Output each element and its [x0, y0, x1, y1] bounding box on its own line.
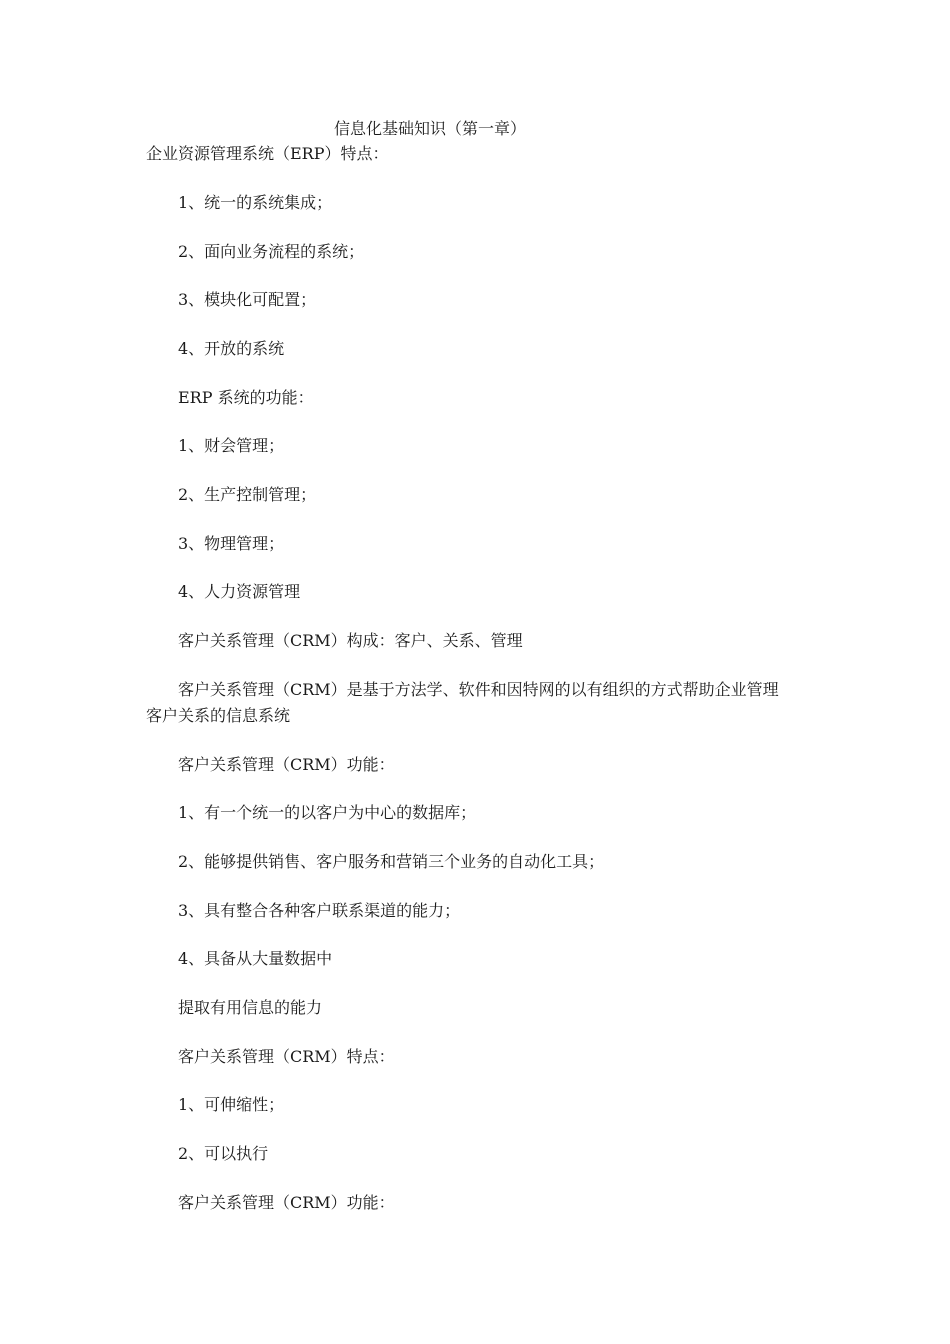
erp-function-1: 1、财会管理； — [178, 436, 285, 455]
erp-function-3: 3、物理管理； — [178, 534, 285, 553]
crm-feature-2: 2、可以执行 — [178, 1144, 269, 1163]
erp-feature-2: 2、面向业务流程的系统； — [178, 242, 365, 261]
crm-functions-heading-2: 客户关系管理（CRM）功能： — [178, 1193, 395, 1212]
erp-feature-3: 3、模块化可配置； — [178, 290, 317, 309]
crm-definition-line-2: 客户关系的信息系统 — [146, 706, 291, 725]
crm-function-2: 2、能够提供销售、客户服务和营销三个业务的自动化工具； — [178, 852, 605, 871]
crm-function-3: 3、具有整合各种客户联系渠道的能力； — [178, 901, 461, 920]
crm-features-heading: 客户关系管理（CRM）特点： — [178, 1047, 395, 1066]
crm-functions-heading: 客户关系管理（CRM）功能： — [178, 755, 395, 774]
erp-features-heading: 企业资源管理系统（ERP）特点： — [146, 144, 389, 163]
crm-composition: 客户关系管理（CRM）构成：客户、关系、管理 — [178, 631, 523, 650]
erp-function-4: 4、人力资源管理 — [178, 582, 301, 601]
crm-function-1: 1、有一个统一的以客户为中心的数据库； — [178, 803, 477, 822]
erp-functions-heading: ERP 系统的功能： — [178, 388, 314, 407]
erp-feature-4: 4、开放的系统 — [178, 339, 285, 358]
crm-function-4: 4、具备从大量数据中 — [178, 949, 333, 968]
document-title: 信息化基础知识（第一章） — [333, 119, 526, 138]
crm-definition-line-1: 客户关系管理（CRM）是基于方法学、软件和因特网的以有组织的方式帮助企业管理 — [178, 680, 779, 699]
crm-feature-1: 1、可伸缩性； — [178, 1095, 285, 1114]
crm-function-4-continued: 提取有用信息的能力 — [178, 998, 323, 1017]
erp-function-2: 2、生产控制管理； — [178, 485, 317, 504]
erp-feature-1: 1、统一的系统集成； — [178, 193, 333, 212]
